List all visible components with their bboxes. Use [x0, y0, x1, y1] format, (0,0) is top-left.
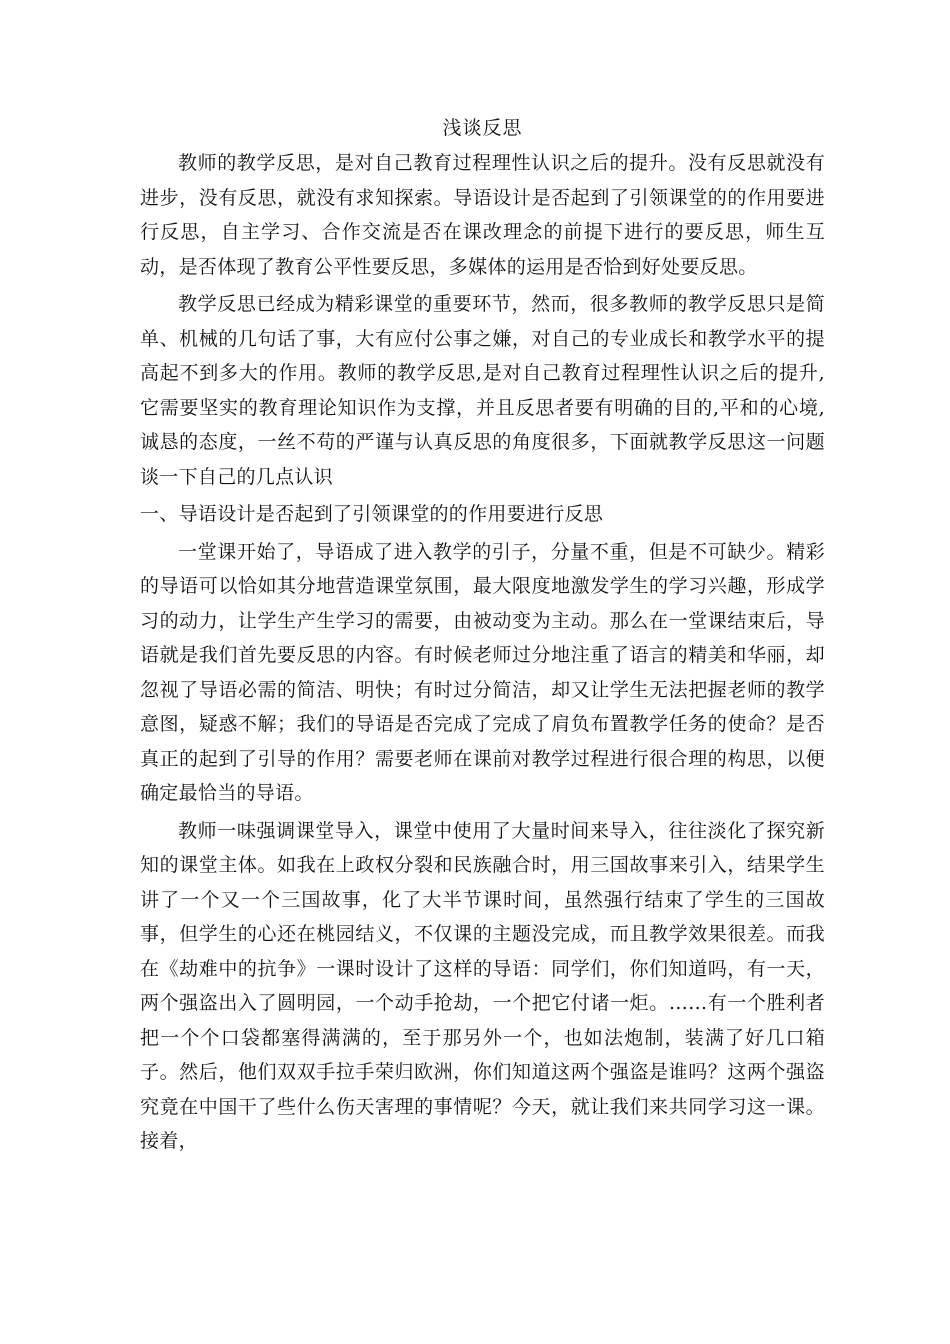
section-1-paragraph-2: 教师一味强调课堂导入，课堂中使用了大量时间来导入，往往淡化了探究新知的课堂主体。如我在上政权分裂和民族融合时，用三国故事来引入，结果学生讲了一个又一个三国故事，化了大半节课时间，虽然强行结束了学生的三国故事，但学生的心还在桃园结义，不仅课的主题没完成，而且教学效果很差。而我在《劫难中的抗争》一课时设计了这样的导语：同学们，你们知道吗，有一天，两个强盗出入了圆明园，一个动手抢劫，一个把它付诸一炬。……有一个胜利者把一个个口袋都塞得满满的，至于那另外一个，也如法炮制，装满了好几口箱子。然后，他们双双手拉手荣归欧洲，你们知道这两个强盗是谁吗？这两个强盗究竟在中国干了些什么伤天害理的事情呢？今天，就让我们来共同学习这一课。接着，	[140, 819, 825, 1152]
document-title: 浅谈反思	[442, 117, 523, 139]
intro-paragraph-2: 教学反思已经成为精彩课堂的重要环节，然而，很多教师的教学反思只是简单、机械的几句话了事，大有应付公事之嫌，对自己的专业成长和教学水平的提高起不到多大的作用。教师的教学反思,是对自己教育过程理性认识之后的提升,它需要坚实的教育理论知识作为支撑，并且反思者要有明确的目的,平和的心境,诚恳的态度，一丝不苟的严谨与认真反思的角度很多，下面就教学反思这一问题谈一下自己的几点认识	[140, 293, 825, 488]
section-1-heading: 一、导语设计是否起到了引领课堂的的作用要进行反思	[140, 503, 604, 525]
intro-paragraph-1: 教师的教学反思，是对自己教育过程理性认识之后的提升。没有反思就没有进步，没有反思，就没有求知探索。导语设计是否起到了引领课堂的的作用要进行反思，自主学习、合作交流是否在课改理念的前提下进行的要反思，师生互动，是否体现了教育公平性要反思，多媒体的运用是否恰到好处要反思。	[140, 152, 825, 278]
document-page	[140, 112, 825, 1162]
section-1-paragraph-1: 一堂课开始了，导语成了进入教学的引子，分量不重，但是不可缺少。精彩的导语可以恰如其分地营造课堂氛围，最大限度地激发学生的学习兴趣，形成学习的动力，让学生产生学习的需要，由被动变为主动。那么在一堂课结束后，导语就是我们首先要反思的内容。有时候老师过分地注重了语言的精美和华丽，却忽视了导语必需的简洁、明快；有时过分简洁，却又让学生无法把握老师的教学意图，疑惑不解；我们的导语是否完成了完成了肩负布置教学任务的使命？是否真正的起到了引导的作用？需要老师在课前对教学过程进行很合理的构思，以便确定最恰当的导语。	[140, 540, 825, 804]
